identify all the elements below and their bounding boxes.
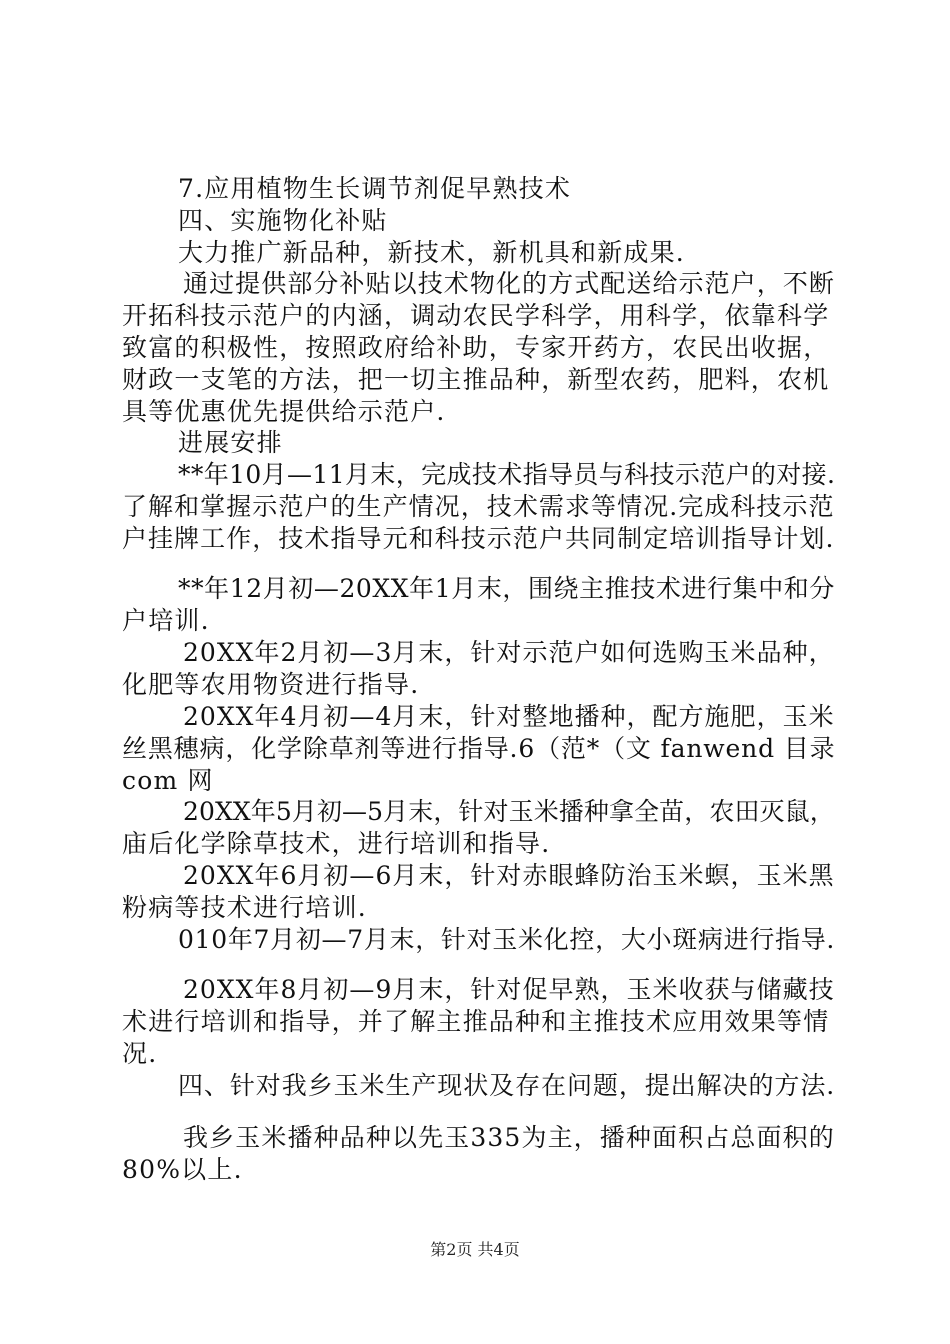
- body-line: **年12月初—20XX年1月末，围绕主推技术进行集中和分: [178, 574, 835, 603]
- body-line: com 网: [122, 766, 214, 795]
- body-line: 丝黑穗病，化学除草剂等进行指导.6（范*（文 fanwend 目录: [122, 734, 836, 763]
- body-line: 80%以上.: [122, 1155, 243, 1184]
- body-line: 7.应用植物生长调节剂促早熟技术: [178, 174, 572, 203]
- body-line: 财政一支笔的方法，把一切主推品种，新型农药，肥料，农机: [122, 365, 830, 394]
- section-heading: 四、实施物化补贴: [178, 206, 388, 235]
- body-line: 010年7月初—7月末，针对玉米化控，大小斑病进行指导.: [178, 925, 836, 954]
- body-line: 通过提供部分补贴以技术物化的方式配送给示范户，不断: [183, 269, 836, 298]
- body-line: 20XX年4月初—4月末，针对整地播种，配方施肥，玉米: [183, 702, 835, 731]
- body-line: 20XX年5月初—5月末，针对玉米播种拿全苗，农田灭鼠，: [183, 797, 835, 826]
- body-line: 我乡玉米播种品种以先玉335为主，播种面积占总面积的: [183, 1123, 835, 1152]
- page-number-footer: 第2页 共4页: [430, 1240, 520, 1259]
- body-line: 具等优惠优先提供给示范户.: [122, 397, 446, 426]
- body-line: 户挂牌工作，技术指导元和科技示范户共同制定培训指导计划.: [122, 524, 835, 553]
- body-line: 了解和掌握示范户的生产情况，技术需求等情况.完成科技示范: [122, 492, 835, 521]
- body-line: 开拓科技示范户的内涵，调动农民学科学，用科学，依靠科学: [122, 301, 830, 330]
- body-line: **年10月—11月末，完成技术指导员与科技示范户的对接.: [178, 460, 836, 489]
- section-heading: 四、针对我乡玉米生产现状及存在问题，提出解决的方法.: [178, 1071, 836, 1100]
- body-line: 20XX年2月初—3月末，针对示范户如何选购玉米品种，: [183, 638, 835, 667]
- body-line: 20XX年8月初—9月末，针对促早熟，玉米收获与储藏技: [183, 975, 835, 1004]
- body-line: 庙后化学除草技术，进行培训和指导.: [122, 829, 551, 858]
- body-line: 况.: [122, 1039, 158, 1068]
- section-heading: 进展安排: [178, 428, 283, 457]
- body-line: 大力推广新品种，新技术，新机具和新成果.: [178, 238, 685, 267]
- body-line: 致富的积极性，按照政府给补助，专家开药方，农民出收据，: [122, 333, 830, 362]
- body-line: 20XX年6月初—6月末，针对赤眼蜂防治玉米螟，玉米黑: [183, 861, 835, 890]
- body-line: 粉病等技术进行培训.: [122, 893, 367, 922]
- body-line: 术进行培训和指导，并了解主推品种和主推技术应用效果等情: [122, 1007, 830, 1036]
- body-line: 化肥等农用物资进行指导.: [122, 670, 420, 699]
- body-line: 户培训.: [122, 606, 210, 635]
